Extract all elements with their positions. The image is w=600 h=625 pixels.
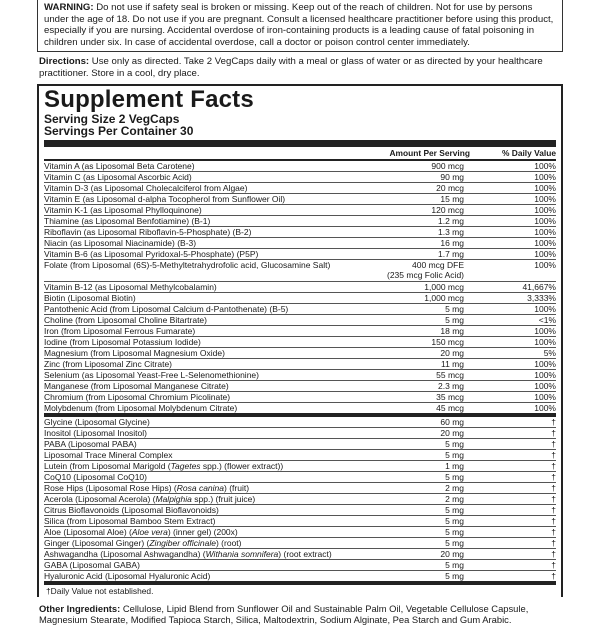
nutrient-dv: 100% [534,369,556,380]
nutrient-name: Zinc (from Liposomal Zinc Citrate) [44,358,173,369]
nutrient-amount: 1 mg [445,460,464,471]
nutrient-row [44,461,556,472]
nutrient-amount: 1.7 mg [438,248,464,259]
nutrient-row [44,238,556,249]
nutrient-dv: † [551,537,556,548]
other-ingredients-text: Cellulose, Lipid Blend from Sunflower Oil and Sustainable Palm Oil, Vegetable Cellulose Capsule, Magnesium Stearate, Modified Tapioca Starch, Silica, Maltodextrin, Sodium Alginate, Pea Starch and Gum Arabic. [39,602,529,625]
nutrient-amount: 1.3 mg [438,226,464,237]
nutrient-name-part: ) (fruit) [224,482,250,493]
nutrient-row [44,359,556,370]
nutrient-name-part: spp.) (fruit juice) [191,493,256,504]
nutrient-dv: 100% [534,336,556,347]
nutrient-name: Inositol (Liposomal Inositol) [44,427,147,438]
nutrient-name [44,527,348,537]
nutrient-name: Citrus Bioflavonoids (Liposomal Bioflavonoids) [44,504,219,515]
nutrient-name-part: Lutein (from Liposomal Marigold ( [44,460,171,471]
nutrient-amount: 5 mg [445,559,464,570]
nutrient-name: Chromium (from Liposomal Chromium Picolinate) [44,391,231,402]
nutrient-row [44,483,556,494]
col-dv: % Daily Value [502,147,556,158]
nutrient-row [44,293,556,304]
botanical-name: Withania somnifera [205,548,279,559]
nutrient-row [44,326,556,337]
botanical-name: Zingiber officinale [149,537,216,548]
nutrient-name [44,483,348,493]
nutrient-name: Pantothenic Acid (from Liposomal Calcium d-Pantothenate) (B-5) [44,303,289,314]
nutrient-dv: 100% [534,402,556,413]
nutrient-dv: 100% [534,204,556,215]
nutrient-name-part: ) (root extract) [278,548,332,559]
warning-box [37,0,563,52]
nutrient-amount: 5 mg [445,314,464,325]
nutrient-name-part: Ginger (Liposomal Ginger) ( [44,537,150,548]
nutrient-row [44,472,556,483]
nutrient-row [44,392,556,403]
nutrient-amount: 5 mg [445,526,464,537]
nutrient-amount: 16 mg [440,237,464,248]
nutrient-amount: 900 mcg [431,160,464,171]
other-ingredients [37,597,563,625]
nutrient-row [44,249,556,260]
botanical-name: Tagetes [170,460,201,471]
nutrient-name: PABA (Liposomal PABA) [44,438,137,449]
nutrient-amount: 5 mg [445,570,464,581]
nutrient-row [44,494,556,505]
nutrient-name: Magnesium (from Liposomal Magnesium Oxide) [44,347,225,358]
nutrient-dv: † [551,438,556,449]
nutrient-dv: 100% [534,160,556,171]
nutrient-row [44,538,556,549]
nutrient-name-part: Rose Hips (Liposomal Rose Hips) ( [44,482,177,493]
nutrient-dv: 100% [534,193,556,204]
nutrient-dv: † [551,460,556,471]
nutrient-name-part: spp.) (flower extract)) [200,460,284,471]
nutrient-amount: 60 mg [440,416,464,427]
nutrient-dv: 100% [534,303,556,314]
botanical-name: Malpighia [155,493,192,504]
nutrient-amount: 5 mg [445,438,464,449]
nutrient-row [44,560,556,571]
label-panel [37,0,563,625]
nutrient-amount: 5 mg [445,504,464,515]
nutrient-name: Iron (from Liposomal Ferrous Fumarate) [44,325,196,336]
nutrient-name: Vitamin C (as Liposomal Ascorbic Acid) [44,171,192,182]
nutrient-dv: <1% [538,314,556,325]
nutrient-dv: 3,333% [527,292,556,303]
nutrient-name: Manganese (from Liposomal Manganese Citrate) [44,380,229,391]
folate-amount: 400 mcg DFE [412,259,464,270]
nutrient-dv: 100% [534,237,556,248]
nutrient-amount: 18 mg [440,325,464,336]
nutrient-dv: 100% [534,391,556,402]
nutrient-row [44,549,556,560]
nutrient-row [44,439,556,450]
nutrient-dv: † [551,482,556,493]
nutrient-name-part: Ashwagandha (Liposomal Ashwagandha) ( [44,548,206,559]
header-rule [44,140,556,147]
nutrient-row [44,381,556,392]
nutrient-row [44,227,556,238]
nutrient-amount: 45 mcg [436,402,464,413]
nutrient-row [44,183,556,194]
nutrient-amount: 20 mcg [436,182,464,193]
nutrient-dv: † [551,548,556,559]
nutrient-name: Vitamin B-12 (as Liposomal Methylcobalamin) [44,281,217,292]
nutrient-amount: 55 mcg [436,369,464,380]
folate-folic-acid: (235 mcg Folic Acid) [387,270,464,281]
nutrient-name: Thiamine (as Liposomal Benfotiamine) (B-1) [44,215,211,226]
nutrient-row [44,428,556,439]
nutrient-row-folate [44,260,556,282]
nutrient-dv: † [551,427,556,438]
nutrient-amount: 90 mg [440,171,464,182]
nutrient-row [44,205,556,216]
nutrient-amount: 1.2 mg [438,215,464,226]
nutrient-name [44,549,348,559]
nutrient-row [44,417,556,428]
nutrient-row [44,216,556,227]
nutrient-amount: 5 mg [445,449,464,460]
nutrient-name: Vitamin B-6 (as Liposomal Pyridoxal-5-Phosphate) (P5P) [44,248,259,259]
nutrient-name: Folate (from Liposomal (6S)-5-Methyltetrahydrofolic acid, Glucosamine Salt) [44,259,331,270]
directions-text: Use only as directed. Take 2 VegCaps daily with a meal or glass of water or as directed by your healthcare practitioner. Store in a cool, dry place. [39,56,543,79]
nutrient-amount: 20 mg [440,427,464,438]
directions-label: Directions: [39,56,90,68]
nutrient-amount: 1,000 mcg [424,292,464,303]
nutrient-row [44,370,556,381]
nutrient-name: Vitamin A (as Liposomal Beta Carotene) [44,160,195,171]
nutrient-name [44,494,348,504]
nutrient-dv: † [551,515,556,526]
nutrient-row [44,403,556,417]
nutrient-dv: † [551,559,556,570]
nutrient-row [44,348,556,359]
nutrient-row [44,527,556,538]
nutrient-dv: † [551,493,556,504]
nutrient-name: Vitamin K-1 (as Liposomal Phylloquinone) [44,204,202,215]
column-header [44,147,556,161]
dv-note: †Daily Value not established. [46,585,154,596]
nutrient-row [44,304,556,315]
nutrient-name: Molybdenum (from Liposomal Molybdenum Citrate) [44,402,238,413]
nutrient-amount: 20 mg [440,548,464,559]
nutrient-row [44,337,556,348]
nutrient-row [44,450,556,461]
mineral-rows [44,282,556,417]
nutrient-name [44,538,348,548]
nutrient-name-part: ) (inner gel) (200x) [167,526,238,537]
nutrient-amount: 15 mg [440,193,464,204]
botanical-name: Rosa canina [176,482,225,493]
nutrient-row [44,516,556,527]
nutrient-name: CoQ10 (Liposomal CoQ10) [44,471,147,482]
botanical-name: Aloe vera [131,526,168,537]
nutrient-amount: 11 mg [441,358,464,369]
serving-size: Serving Size 2 VegCaps [44,111,180,126]
nutrient-dv: 100% [534,325,556,336]
warning-label: WARNING: [44,2,94,13]
nutrient-dv: † [551,526,556,537]
nutrient-amount: 20 mg [440,347,464,358]
other-rows [44,417,556,585]
nutrient-row [44,161,556,172]
nutrient-amount [348,260,474,281]
servings-per-container: Servings Per Container 30 [44,123,194,138]
nutrient-name-part: ) (root) [215,537,242,548]
nutrient-dv: † [551,570,556,581]
nutrient-amount: 5 mg [445,303,464,314]
nutrient-name: Hyaluronic Acid (Liposomal Hyaluronic Acid) [44,570,211,581]
nutrient-name-part: Aloe (Liposomal Aloe) ( [44,526,132,537]
col-amount: Amount Per Serving [389,147,470,158]
nutrient-row [44,194,556,205]
nutrient-dv: † [551,449,556,460]
nutrient-dv: 5% [543,347,556,358]
nutrient-name: Vitamin E (as Liposomal d-alpha Tocopherol from Sunflower Oil) [44,193,286,204]
nutrient-name: Vitamin D-3 (as Liposomal Cholecalciferol from Algae) [44,182,248,193]
nutrient-row [44,505,556,516]
nutrient-dv: 100% [534,171,556,182]
nutrient-dv: 100% [534,182,556,193]
nutrient-dv: 100% [534,259,556,270]
nutrient-name: Selenium (as Liposomal Yeast-Free L-Selenomethionine) [44,369,259,380]
nutrient-dv: 100% [534,215,556,226]
nutrient-amount: 5 mg [445,537,464,548]
warning-text: Do not use if safety seal is broken or missing. Keep out of the reach of children. Not for use by persons under the age of 18. Do not use if you are pregnant. Consult a licensed healthcare practitioner before using this product, especially if you are nursing. Accidental overdose of iron-containing products is a leading cause of fatal poisoning in children under six. In case of accidental overdose, call a doctor or poison control center immediately. [44,2,554,48]
nutrient-dv: † [551,416,556,427]
nutrient-amount: 5 mg [445,515,464,526]
nutrient-name: Liposomal Trace Mineral Complex [44,449,173,460]
other-ingredients-label: Other Ingredients: [39,602,121,614]
nutrient-name: Niacin (as Liposomal Niacinamide) (B-3) [44,237,197,248]
nutrient-name [44,461,348,471]
nutrient-row [44,571,556,585]
nutrient-amount: 35 mcg [436,391,464,402]
nutrient-dv: 41,667% [522,281,556,292]
directions [37,52,563,81]
supplement-facts-panel [37,84,563,597]
nutrient-dv: 100% [534,380,556,391]
nutrient-amount: 2.3 mg [438,380,464,391]
nutrient-dv: † [551,504,556,515]
nutrient-amount: 1,000 mcg [424,281,464,292]
nutrient-row [44,282,556,293]
facts-title: Supplement Facts [44,85,254,113]
nutrient-name: Silica (from Liposomal Bamboo Stem Extract) [44,515,216,526]
nutrient-dv: † [551,471,556,482]
nutrient-name: Riboflavin (as Liposomal Riboflavin-5-Phosphate) (B-2) [44,226,252,237]
nutrient-name: Biotin (Liposomal Biotin) [44,292,136,303]
nutrient-row [44,315,556,326]
nutrient-amount: 2 mg [445,493,464,504]
nutrient-name: GABA (Liposomal GABA) [44,559,140,570]
nutrient-amount: 2 mg [445,482,464,493]
nutrient-row [44,172,556,183]
nutrient-amount: 5 mg [445,471,464,482]
nutrient-dv: 100% [534,226,556,237]
nutrient-amount: 120 mcg [431,204,464,215]
nutrient-name-part: Acerola (Liposomal Acerola) ( [44,493,156,504]
nutrient-name: Iodine (from Liposomal Potassium Iodide) [44,336,201,347]
nutrient-amount: 150 mcg [431,336,464,347]
vitamin-rows [44,161,556,260]
nutrient-dv: 100% [534,358,556,369]
nutrient-name: Choline (from Liposomal Choline Bitartrate) [44,314,207,325]
nutrient-dv: 100% [534,248,556,259]
nutrient-name: Glycine (Liposomal Glycine) [44,416,150,427]
